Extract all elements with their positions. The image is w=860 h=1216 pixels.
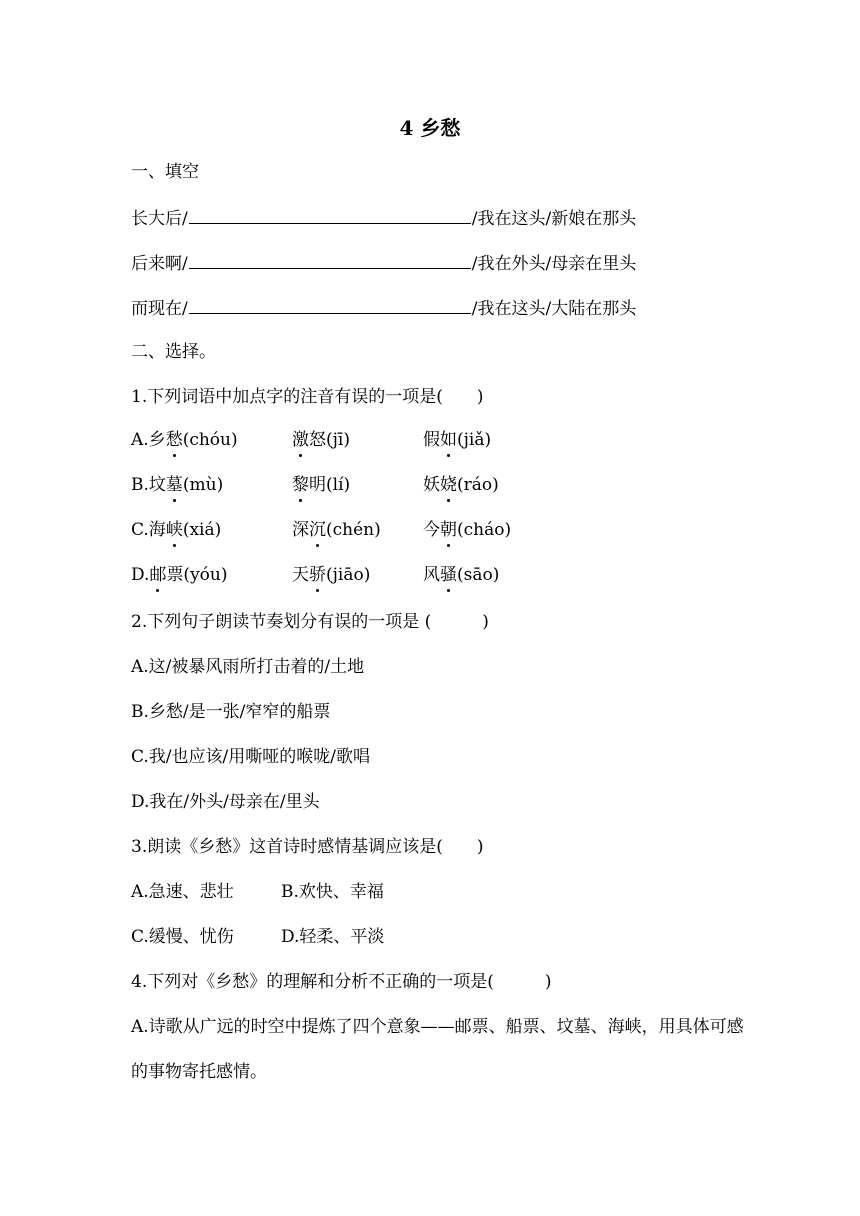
q4-option-a: A.诗歌从广远的时空中提炼了四个意象——邮票、船票、坟墓、海峡，用具体可感的事物寄托感情。	[131, 1017, 744, 1082]
dotted-char: 沉	[309, 520, 326, 540]
q3-option-c: C.缓慢、忧伤	[131, 927, 234, 947]
answer-blank[interactable]	[189, 250, 471, 269]
q3-option-b: B.欢快、幸福	[281, 882, 384, 902]
section1-heading: 一、填空	[131, 162, 199, 182]
dotted-char: 娆	[440, 475, 457, 495]
dotted-char: 骄	[309, 565, 326, 585]
q1-option-a-word2: 激怒(jī)	[292, 430, 350, 450]
answer-blank[interactable]	[189, 205, 471, 224]
dotted-char: 激	[292, 430, 309, 450]
q1-option-d-word1: D.邮票(yóu)	[131, 565, 228, 585]
dotted-char: 墓	[165, 475, 183, 495]
q2-option-d: D.我在/外头/母亲在/里头	[131, 792, 320, 812]
question-4-stem: 4.下列对《乡愁》的理解和分析不正确的一项是( )	[131, 972, 552, 992]
q2-option-c: C.我/也应该/用嘶哑的喉咙/歌唱	[131, 747, 370, 767]
q1-option-b-word1: B.坟墓(mù)	[131, 475, 224, 495]
q1-option-c-word1: C.海峡(xiá)	[131, 520, 222, 540]
q2-option-a: A.这/被暴风雨所打击着的/土地	[131, 657, 365, 677]
fill-blank-prefix: 后来啊/	[131, 254, 188, 274]
fill-blank-suffix: /我在这头/大陆在那头	[471, 299, 637, 319]
q1-option-d-word3: 风骚(sāo)	[423, 565, 500, 585]
q1-option-c-word2: 深沉(chén)	[292, 520, 381, 540]
question-2-stem: 2.下列句子朗读节奏划分有误的一项是 ( )	[131, 612, 489, 632]
fill-blank-item-1	[131, 205, 636, 231]
q1-option-a-word1: A.乡愁(chóu)	[131, 430, 238, 450]
dotted-char: 愁	[165, 430, 183, 450]
question-3-stem: 3.朗读《乡愁》这首诗时感情基调应该是( )	[131, 837, 484, 857]
q3-option-a: A.急速、悲壮	[131, 882, 234, 902]
fill-blank-prefix: 而现在/	[131, 299, 188, 319]
dotted-char: 朝	[440, 520, 457, 540]
q1-option-a-word3: 假如(jiǎ)	[423, 430, 492, 450]
dotted-char: 峡	[165, 520, 183, 540]
fill-blank-suffix: /我在外头/母亲在里头	[471, 254, 637, 274]
page-title: 4 乡愁	[399, 116, 461, 140]
fill-blank-item-2	[131, 250, 636, 276]
q1-option-d-word2: 天骄(jiāo)	[292, 565, 371, 585]
fill-blank-suffix: /我在这头/新娘在那头	[471, 209, 637, 229]
dotted-char: 骚	[440, 565, 457, 585]
q1-option-b-word3: 妖娆(ráo)	[423, 475, 499, 495]
fill-blank-item-3	[131, 295, 636, 321]
dotted-char: 如	[440, 430, 457, 450]
q2-option-b: B.乡愁/是一张/窄窄的船票	[131, 702, 331, 722]
dotted-char: 黎	[292, 475, 309, 495]
q3-option-d: D.轻柔、平淡	[281, 927, 385, 947]
answer-blank[interactable]	[189, 295, 471, 314]
question-1-stem: 1.下列词语中加点字的注音有误的一项是( )	[131, 387, 484, 407]
q1-option-b-word2: 黎明(lí)	[292, 475, 351, 495]
dotted-char: 邮	[149, 565, 167, 585]
section2-heading: 二、选择。	[131, 342, 216, 362]
fill-blank-prefix: 长大后/	[131, 209, 188, 229]
q1-option-c-word3: 今朝(cháo)	[423, 520, 512, 540]
